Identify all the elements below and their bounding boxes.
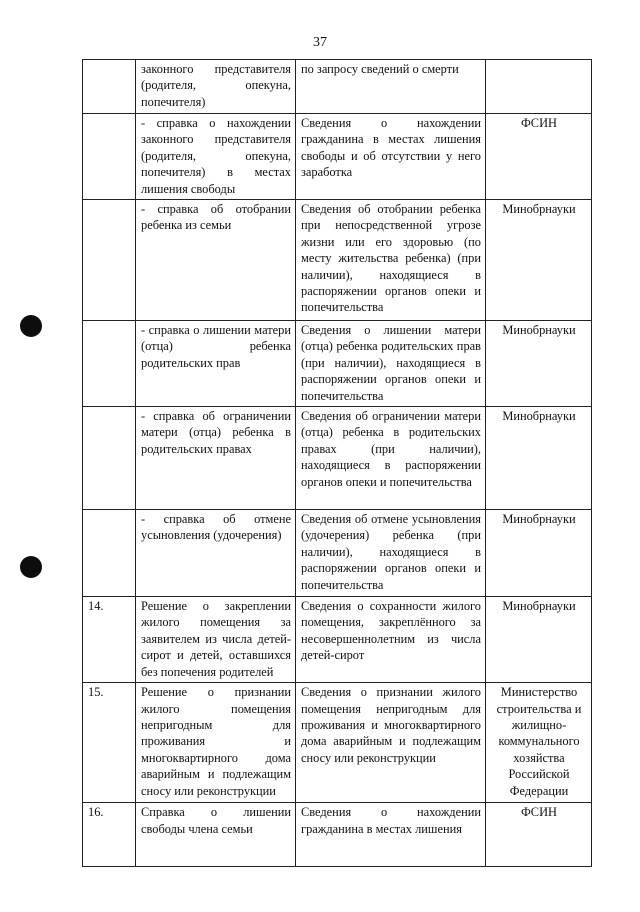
- information-description: Сведения о нахождении гражданина в местах лишения свободы и об отсутствии у него заработка: [296, 114, 486, 200]
- document-name: Решение о закреплении жилого помещения за заявителем из числа детей-сирот и детей, оставшихся без попечения родителей: [136, 597, 296, 683]
- table-row: [83, 60, 592, 114]
- responsible-agency: Министерство строительства и жилищно-коммунального хозяйства Российской Федерации: [486, 683, 592, 803]
- row-number: [83, 510, 136, 597]
- responsible-agency: Минобрнауки: [486, 200, 592, 321]
- row-number: [83, 321, 136, 407]
- row-number: 15.: [83, 683, 136, 803]
- information-description: по запросу сведений о смерти: [296, 60, 486, 114]
- responsible-agency: ФСИН: [486, 803, 592, 867]
- document-name: - справка об отобрании ребенка из семьи: [136, 200, 296, 321]
- information-description: Сведения о лишении матери (отца) ребенка родительских прав (при наличии), находящиеся в распоряжении органов опеки и попечительства: [296, 321, 486, 407]
- document-name: законного представителя (родителя, опекуна, попечителя): [136, 60, 296, 114]
- document-name: - справка об отмене усыновления (удочерения): [136, 510, 296, 597]
- documents-table: [82, 59, 592, 867]
- row-number: [83, 60, 136, 114]
- row-number: [83, 200, 136, 321]
- table-row: [83, 597, 592, 683]
- responsible-agency: Минобрнауки: [486, 597, 592, 683]
- responsible-agency: Минобрнауки: [486, 321, 592, 407]
- responsible-agency: [486, 60, 592, 114]
- table-row: [83, 803, 592, 867]
- responsible-agency: Минобрнауки: [486, 407, 592, 510]
- table-row: [83, 683, 592, 803]
- row-number: [83, 114, 136, 200]
- document-name: - справка об ограничении матери (отца) ребенка в родительских правах: [136, 407, 296, 510]
- document-name: - справка о лишении матери (отца) ребенка родительских прав: [136, 321, 296, 407]
- information-description: Сведения о сохранности жилого помещения, закреплённого за несовершеннолетним из числа детей-сирот: [296, 597, 486, 683]
- row-number: 16.: [83, 803, 136, 867]
- document-name: Справка о лишении свободы члена семьи: [136, 803, 296, 867]
- table-row: [83, 114, 592, 200]
- information-description: Сведения об отмене усыновления (удочерения) ребенка (при наличии), находящиеся в распоряжении органов опеки и попечительства: [296, 510, 486, 597]
- responsible-agency: Минобрнауки: [486, 510, 592, 597]
- page-number: 37: [313, 35, 327, 50]
- row-number: [83, 407, 136, 510]
- table-row: [83, 321, 592, 407]
- responsible-agency: ФСИН: [486, 114, 592, 200]
- information-description: Сведения о признании жилого помещения непригодным для проживания и многоквартирного дома аварийным и подлежащим сносу или реконструкции: [296, 683, 486, 803]
- table-row: [83, 200, 592, 321]
- document-name: Решение о признании жилого помещения непригодным для проживания и многоквартирного дома аварийным и подлежащим сносу или реконструкции: [136, 683, 296, 803]
- row-number: 14.: [83, 597, 136, 683]
- binder-hole: [20, 556, 42, 578]
- document-name: - справка о нахождении законного представителя (родителя, опекуна, попечителя) в местах лишения свободы: [136, 114, 296, 200]
- table-row: [83, 407, 592, 510]
- information-description: Сведения об отобрании ребенка при непосредственной угрозе жизни или его здоровью (по месту жительства ребенка) (при наличии), находящиеся в распоряжении органов опеки и попечительства: [296, 200, 486, 321]
- information-description: Сведения об ограничении матери (отца) ребенка в родительских правах (при наличии), находящиеся в распоряжении органов опеки и попечительства: [296, 407, 486, 510]
- information-description: Сведения о нахождении гражданина в местах лишения: [296, 803, 486, 867]
- binder-hole: [20, 315, 42, 337]
- table-row: [83, 510, 592, 597]
